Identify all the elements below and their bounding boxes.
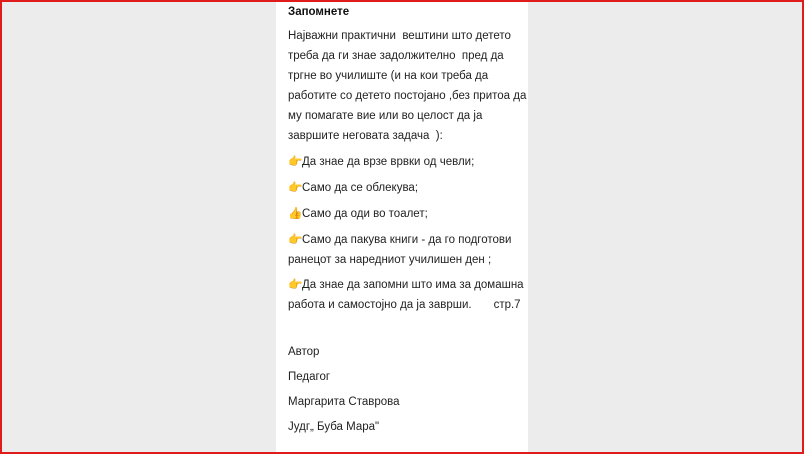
pointing-right-icon: 👉 bbox=[288, 279, 303, 291]
skill-item-toilet bbox=[288, 204, 524, 224]
signature-name: Маргарита Ставрова bbox=[288, 396, 400, 408]
intro-paragraph bbox=[288, 26, 527, 146]
document-page bbox=[276, 2, 528, 452]
document-title: Запомнете bbox=[288, 6, 350, 18]
intro-line: му помагате вие или во целост да ја bbox=[288, 110, 483, 122]
intro-line: работите со детето постојано ,без притоа да bbox=[288, 90, 527, 102]
pointing-right-icon: 👉 bbox=[288, 234, 303, 246]
skill-item-text-continued: работа и самостојно да ја заврши. bbox=[288, 299, 472, 311]
skill-item-text: Само да се облекува; bbox=[302, 182, 419, 194]
intro-line: треба да ги знае задолжително пред да bbox=[288, 50, 504, 62]
signature-author: Автор bbox=[288, 346, 320, 358]
intro-line: тргне во училиште (и на кои треба да bbox=[288, 70, 489, 82]
skill-item-dressing bbox=[288, 178, 524, 198]
skill-item-shoelaces bbox=[288, 152, 524, 172]
skill-item-packing bbox=[288, 230, 524, 270]
signature-institution: Јудг„ Буба Мара" bbox=[288, 421, 380, 433]
skill-item-homework bbox=[288, 275, 524, 315]
intro-line: Најважни практични вештини што детето bbox=[288, 30, 511, 42]
thumbs-up-icon: 👍 bbox=[288, 208, 303, 220]
intro-line: завршите неговата задача ): bbox=[288, 130, 443, 142]
skill-item-text: Само да оди во тоалет; bbox=[302, 208, 428, 220]
pointing-right-icon: 👉 bbox=[288, 182, 303, 194]
pointing-right-icon: 👉 bbox=[288, 156, 303, 168]
skill-item-text: Да знае да запомни што има за домашна bbox=[302, 279, 524, 291]
skill-item-text: Да знае да врзе врвки од чевли; bbox=[302, 156, 475, 168]
page-number: стр.7 bbox=[493, 299, 521, 311]
skill-item-text-continued: ранецот за наредниот училишен ден ; bbox=[288, 254, 492, 266]
skill-item-text: Само да пакува книги - да го подготови bbox=[302, 234, 512, 246]
signature-pedagogue: Педагог bbox=[288, 371, 331, 383]
